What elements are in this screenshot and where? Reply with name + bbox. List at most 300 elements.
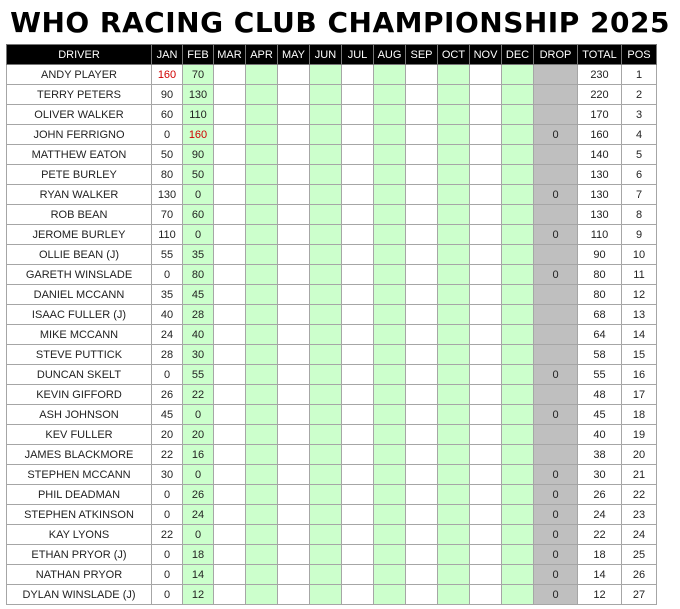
cell-oct	[438, 445, 470, 465]
cell-jun	[310, 425, 342, 445]
cell-pos: 20	[622, 445, 657, 465]
cell-jul	[342, 385, 374, 405]
cell-dec	[502, 445, 534, 465]
cell-nov	[470, 105, 502, 125]
cell-may	[278, 465, 310, 485]
cell-oct	[438, 425, 470, 445]
cell-drop: 0	[534, 465, 578, 485]
cell-dec	[502, 365, 534, 385]
table-row	[7, 245, 657, 265]
cell-oct	[438, 265, 470, 285]
cell-may	[278, 65, 310, 85]
cell-total: 160	[578, 125, 622, 145]
table-row	[7, 85, 657, 105]
cell-sep	[406, 345, 438, 365]
cell-nov	[470, 425, 502, 445]
cell-jan: 160	[152, 65, 183, 85]
cell-aug	[374, 585, 406, 605]
cell-may	[278, 545, 310, 565]
cell-sep	[406, 565, 438, 585]
cell-feb: 130	[183, 85, 214, 105]
cell-drop	[534, 445, 578, 465]
cell-pos: 19	[622, 425, 657, 445]
cell-oct	[438, 85, 470, 105]
cell-may	[278, 425, 310, 445]
cell-dec	[502, 525, 534, 545]
cell-total: 64	[578, 325, 622, 345]
cell-aug	[374, 245, 406, 265]
cell-jun	[310, 545, 342, 565]
cell-jan: 55	[152, 245, 183, 265]
cell-apr	[246, 65, 278, 85]
cell-driver: ROB BEAN	[7, 205, 152, 225]
cell-jul	[342, 85, 374, 105]
cell-drop: 0	[534, 485, 578, 505]
cell-dec	[502, 105, 534, 125]
cell-drop: 0	[534, 405, 578, 425]
cell-pos: 16	[622, 365, 657, 385]
table-row	[7, 125, 657, 145]
cell-drop: 0	[534, 125, 578, 145]
table-row	[7, 365, 657, 385]
cell-drop: 0	[534, 585, 578, 605]
cell-jun	[310, 125, 342, 145]
cell-aug	[374, 125, 406, 145]
cell-oct	[438, 125, 470, 145]
cell-jul	[342, 225, 374, 245]
cell-aug	[374, 165, 406, 185]
cell-total: 130	[578, 205, 622, 225]
cell-jul	[342, 465, 374, 485]
cell-driver: ASH JOHNSON	[7, 405, 152, 425]
cell-driver: JAMES BLACKMORE	[7, 445, 152, 465]
table-row	[7, 145, 657, 165]
cell-nov	[470, 385, 502, 405]
cell-pos: 8	[622, 205, 657, 225]
cell-mar	[214, 165, 246, 185]
cell-jan: 22	[152, 445, 183, 465]
cell-pos: 11	[622, 265, 657, 285]
cell-may	[278, 525, 310, 545]
cell-apr	[246, 305, 278, 325]
table-row	[7, 385, 657, 405]
cell-mar	[214, 305, 246, 325]
cell-apr	[246, 525, 278, 545]
cell-oct	[438, 505, 470, 525]
cell-apr	[246, 225, 278, 245]
cell-pos: 21	[622, 465, 657, 485]
cell-jun	[310, 185, 342, 205]
cell-mar	[214, 425, 246, 445]
table-row	[7, 305, 657, 325]
cell-sep	[406, 185, 438, 205]
cell-nov	[470, 145, 502, 165]
cell-feb: 0	[183, 465, 214, 485]
cell-driver: STEPHEN MCCANN	[7, 465, 152, 485]
cell-jan: 0	[152, 585, 183, 605]
cell-mar	[214, 405, 246, 425]
cell-aug	[374, 285, 406, 305]
cell-pos: 7	[622, 185, 657, 205]
cell-aug	[374, 365, 406, 385]
cell-may	[278, 405, 310, 425]
cell-driver: ISAAC FULLER (J)	[7, 305, 152, 325]
cell-may	[278, 185, 310, 205]
cell-pos: 15	[622, 345, 657, 365]
cell-dec	[502, 165, 534, 185]
cell-jun	[310, 565, 342, 585]
cell-driver: NATHAN PRYOR	[7, 565, 152, 585]
cell-aug	[374, 265, 406, 285]
cell-mar	[214, 545, 246, 565]
header-feb: FEB	[183, 45, 214, 65]
cell-nov	[470, 545, 502, 565]
cell-pos: 2	[622, 85, 657, 105]
cell-jun	[310, 265, 342, 285]
cell-driver: GARETH WINSLADE	[7, 265, 152, 285]
cell-jan: 0	[152, 485, 183, 505]
cell-jun	[310, 245, 342, 265]
header-nov: NOV	[470, 45, 502, 65]
cell-jun	[310, 285, 342, 305]
cell-may	[278, 165, 310, 185]
cell-pos: 10	[622, 245, 657, 265]
cell-total: 80	[578, 265, 622, 285]
cell-may	[278, 305, 310, 325]
cell-driver: ETHAN PRYOR (J)	[7, 545, 152, 565]
cell-may	[278, 385, 310, 405]
cell-oct	[438, 565, 470, 585]
cell-dec	[502, 345, 534, 365]
cell-dec	[502, 485, 534, 505]
cell-feb: 16	[183, 445, 214, 465]
cell-jun	[310, 525, 342, 545]
cell-pos: 9	[622, 225, 657, 245]
cell-oct	[438, 545, 470, 565]
cell-nov	[470, 305, 502, 325]
cell-apr	[246, 545, 278, 565]
cell-nov	[470, 325, 502, 345]
header-mar: MAR	[214, 45, 246, 65]
cell-apr	[246, 285, 278, 305]
cell-dec	[502, 205, 534, 225]
cell-sep	[406, 365, 438, 385]
cell-total: 18	[578, 545, 622, 565]
cell-feb: 90	[183, 145, 214, 165]
cell-aug	[374, 545, 406, 565]
header-total: TOTAL	[578, 45, 622, 65]
cell-driver: KEV FULLER	[7, 425, 152, 445]
cell-dec	[502, 385, 534, 405]
cell-feb: 35	[183, 245, 214, 265]
cell-may	[278, 85, 310, 105]
header-oct: OCT	[438, 45, 470, 65]
cell-oct	[438, 165, 470, 185]
cell-jul	[342, 405, 374, 425]
cell-dec	[502, 85, 534, 105]
cell-dec	[502, 465, 534, 485]
cell-feb: 45	[183, 285, 214, 305]
cell-apr	[246, 85, 278, 105]
cell-jul	[342, 545, 374, 565]
cell-sep	[406, 445, 438, 465]
cell-feb: 80	[183, 265, 214, 285]
cell-mar	[214, 145, 246, 165]
cell-mar	[214, 265, 246, 285]
cell-dec	[502, 545, 534, 565]
cell-dec	[502, 405, 534, 425]
cell-jun	[310, 465, 342, 485]
cell-pos: 25	[622, 545, 657, 565]
cell-total: 55	[578, 365, 622, 385]
cell-jan: 24	[152, 325, 183, 345]
cell-jan: 20	[152, 425, 183, 445]
cell-jun	[310, 485, 342, 505]
cell-total: 110	[578, 225, 622, 245]
cell-jul	[342, 365, 374, 385]
cell-feb: 60	[183, 205, 214, 225]
cell-sep	[406, 125, 438, 145]
cell-total: 130	[578, 165, 622, 185]
cell-apr	[246, 385, 278, 405]
cell-may	[278, 225, 310, 245]
cell-dec	[502, 305, 534, 325]
cell-jan: 45	[152, 405, 183, 425]
table-row	[7, 105, 657, 125]
cell-jan: 0	[152, 265, 183, 285]
cell-pos: 6	[622, 165, 657, 185]
table-row	[7, 345, 657, 365]
table-row	[7, 465, 657, 485]
table-row	[7, 265, 657, 285]
table-row	[7, 585, 657, 605]
cell-drop	[534, 65, 578, 85]
cell-drop: 0	[534, 525, 578, 545]
standings-body	[7, 65, 657, 605]
cell-nov	[470, 485, 502, 505]
cell-aug	[374, 345, 406, 365]
cell-drop	[534, 245, 578, 265]
table-row	[7, 225, 657, 245]
cell-driver: DANIEL MCCANN	[7, 285, 152, 305]
cell-pos: 23	[622, 505, 657, 525]
cell-drop	[534, 285, 578, 305]
cell-sep	[406, 205, 438, 225]
cell-dec	[502, 325, 534, 345]
cell-jun	[310, 65, 342, 85]
cell-apr	[246, 105, 278, 125]
cell-jun	[310, 405, 342, 425]
cell-sep	[406, 545, 438, 565]
cell-jan: 35	[152, 285, 183, 305]
cell-oct	[438, 485, 470, 505]
cell-pos: 5	[622, 145, 657, 165]
cell-feb: 18	[183, 545, 214, 565]
cell-nov	[470, 245, 502, 265]
cell-sep	[406, 405, 438, 425]
cell-driver: PHIL DEADMAN	[7, 485, 152, 505]
cell-nov	[470, 525, 502, 545]
cell-total: 40	[578, 425, 622, 445]
cell-mar	[214, 285, 246, 305]
cell-jul	[342, 345, 374, 365]
cell-may	[278, 505, 310, 525]
cell-feb: 0	[183, 405, 214, 425]
cell-dec	[502, 65, 534, 85]
cell-oct	[438, 365, 470, 385]
header-jun: JUN	[310, 45, 342, 65]
cell-oct	[438, 305, 470, 325]
cell-aug	[374, 305, 406, 325]
cell-jul	[342, 205, 374, 225]
cell-drop: 0	[534, 185, 578, 205]
cell-mar	[214, 105, 246, 125]
cell-sep	[406, 385, 438, 405]
cell-aug	[374, 65, 406, 85]
cell-driver: JOHN FERRIGNO	[7, 125, 152, 145]
cell-driver: DUNCAN SKELT	[7, 365, 152, 385]
cell-dec	[502, 505, 534, 525]
cell-apr	[246, 145, 278, 165]
cell-aug	[374, 425, 406, 445]
cell-dec	[502, 565, 534, 585]
cell-oct	[438, 285, 470, 305]
cell-mar	[214, 245, 246, 265]
cell-sep	[406, 265, 438, 285]
table-row	[7, 165, 657, 185]
header-sep: SEP	[406, 45, 438, 65]
cell-dec	[502, 185, 534, 205]
cell-jul	[342, 105, 374, 125]
cell-apr	[246, 245, 278, 265]
cell-jan: 90	[152, 85, 183, 105]
cell-apr	[246, 425, 278, 445]
cell-jan: 26	[152, 385, 183, 405]
header-driver: DRIVER	[7, 45, 152, 65]
cell-nov	[470, 405, 502, 425]
cell-jun	[310, 105, 342, 125]
cell-pos: 12	[622, 285, 657, 305]
cell-aug	[374, 105, 406, 125]
cell-may	[278, 125, 310, 145]
cell-pos: 26	[622, 565, 657, 585]
cell-drop: 0	[534, 365, 578, 385]
cell-feb: 0	[183, 525, 214, 545]
cell-jan: 110	[152, 225, 183, 245]
cell-aug	[374, 225, 406, 245]
header-may: MAY	[278, 45, 310, 65]
cell-pos: 1	[622, 65, 657, 85]
cell-may	[278, 245, 310, 265]
cell-sep	[406, 305, 438, 325]
cell-drop: 0	[534, 505, 578, 525]
cell-oct	[438, 525, 470, 545]
cell-dec	[502, 265, 534, 285]
cell-jan: 50	[152, 145, 183, 165]
cell-may	[278, 325, 310, 345]
cell-jul	[342, 485, 374, 505]
cell-driver: KAY LYONS	[7, 525, 152, 545]
table-row	[7, 65, 657, 85]
cell-apr	[246, 185, 278, 205]
cell-jun	[310, 325, 342, 345]
cell-drop	[534, 345, 578, 365]
cell-oct	[438, 385, 470, 405]
cell-driver: STEVE PUTTICK	[7, 345, 152, 365]
cell-total: 38	[578, 445, 622, 465]
cell-pos: 22	[622, 485, 657, 505]
cell-aug	[374, 205, 406, 225]
cell-jul	[342, 585, 374, 605]
cell-jul	[342, 185, 374, 205]
table-row	[7, 445, 657, 465]
cell-oct	[438, 585, 470, 605]
table-row	[7, 505, 657, 525]
cell-jun	[310, 205, 342, 225]
cell-jun	[310, 85, 342, 105]
cell-driver: STEPHEN ATKINSON	[7, 505, 152, 525]
cell-aug	[374, 485, 406, 505]
cell-oct	[438, 185, 470, 205]
cell-dec	[502, 585, 534, 605]
cell-dec	[502, 125, 534, 145]
cell-feb: 30	[183, 345, 214, 365]
cell-sep	[406, 85, 438, 105]
cell-aug	[374, 445, 406, 465]
cell-driver: MATTHEW EATON	[7, 145, 152, 165]
standings-table	[6, 44, 657, 605]
cell-jun	[310, 345, 342, 365]
cell-aug	[374, 325, 406, 345]
cell-sep	[406, 425, 438, 445]
cell-nov	[470, 65, 502, 85]
cell-pos: 24	[622, 525, 657, 545]
cell-feb: 0	[183, 225, 214, 245]
cell-jul	[342, 305, 374, 325]
cell-total: 24	[578, 505, 622, 525]
cell-feb: 28	[183, 305, 214, 325]
cell-nov	[470, 185, 502, 205]
cell-apr	[246, 565, 278, 585]
cell-feb: 40	[183, 325, 214, 345]
cell-feb: 50	[183, 165, 214, 185]
cell-may	[278, 365, 310, 385]
cell-oct	[438, 205, 470, 225]
cell-mar	[214, 485, 246, 505]
cell-mar	[214, 85, 246, 105]
table-row	[7, 405, 657, 425]
cell-aug	[374, 565, 406, 585]
cell-sep	[406, 145, 438, 165]
cell-feb: 20	[183, 425, 214, 445]
cell-feb: 12	[183, 585, 214, 605]
cell-mar	[214, 205, 246, 225]
cell-oct	[438, 245, 470, 265]
table-row	[7, 285, 657, 305]
table-row	[7, 485, 657, 505]
cell-total: 140	[578, 145, 622, 165]
cell-oct	[438, 65, 470, 85]
cell-mar	[214, 365, 246, 385]
cell-oct	[438, 225, 470, 245]
cell-sep	[406, 105, 438, 125]
cell-aug	[374, 465, 406, 485]
cell-sep	[406, 245, 438, 265]
cell-total: 12	[578, 585, 622, 605]
cell-driver: DYLAN WINSLADE (J)	[7, 585, 152, 605]
cell-sep	[406, 465, 438, 485]
cell-sep	[406, 165, 438, 185]
